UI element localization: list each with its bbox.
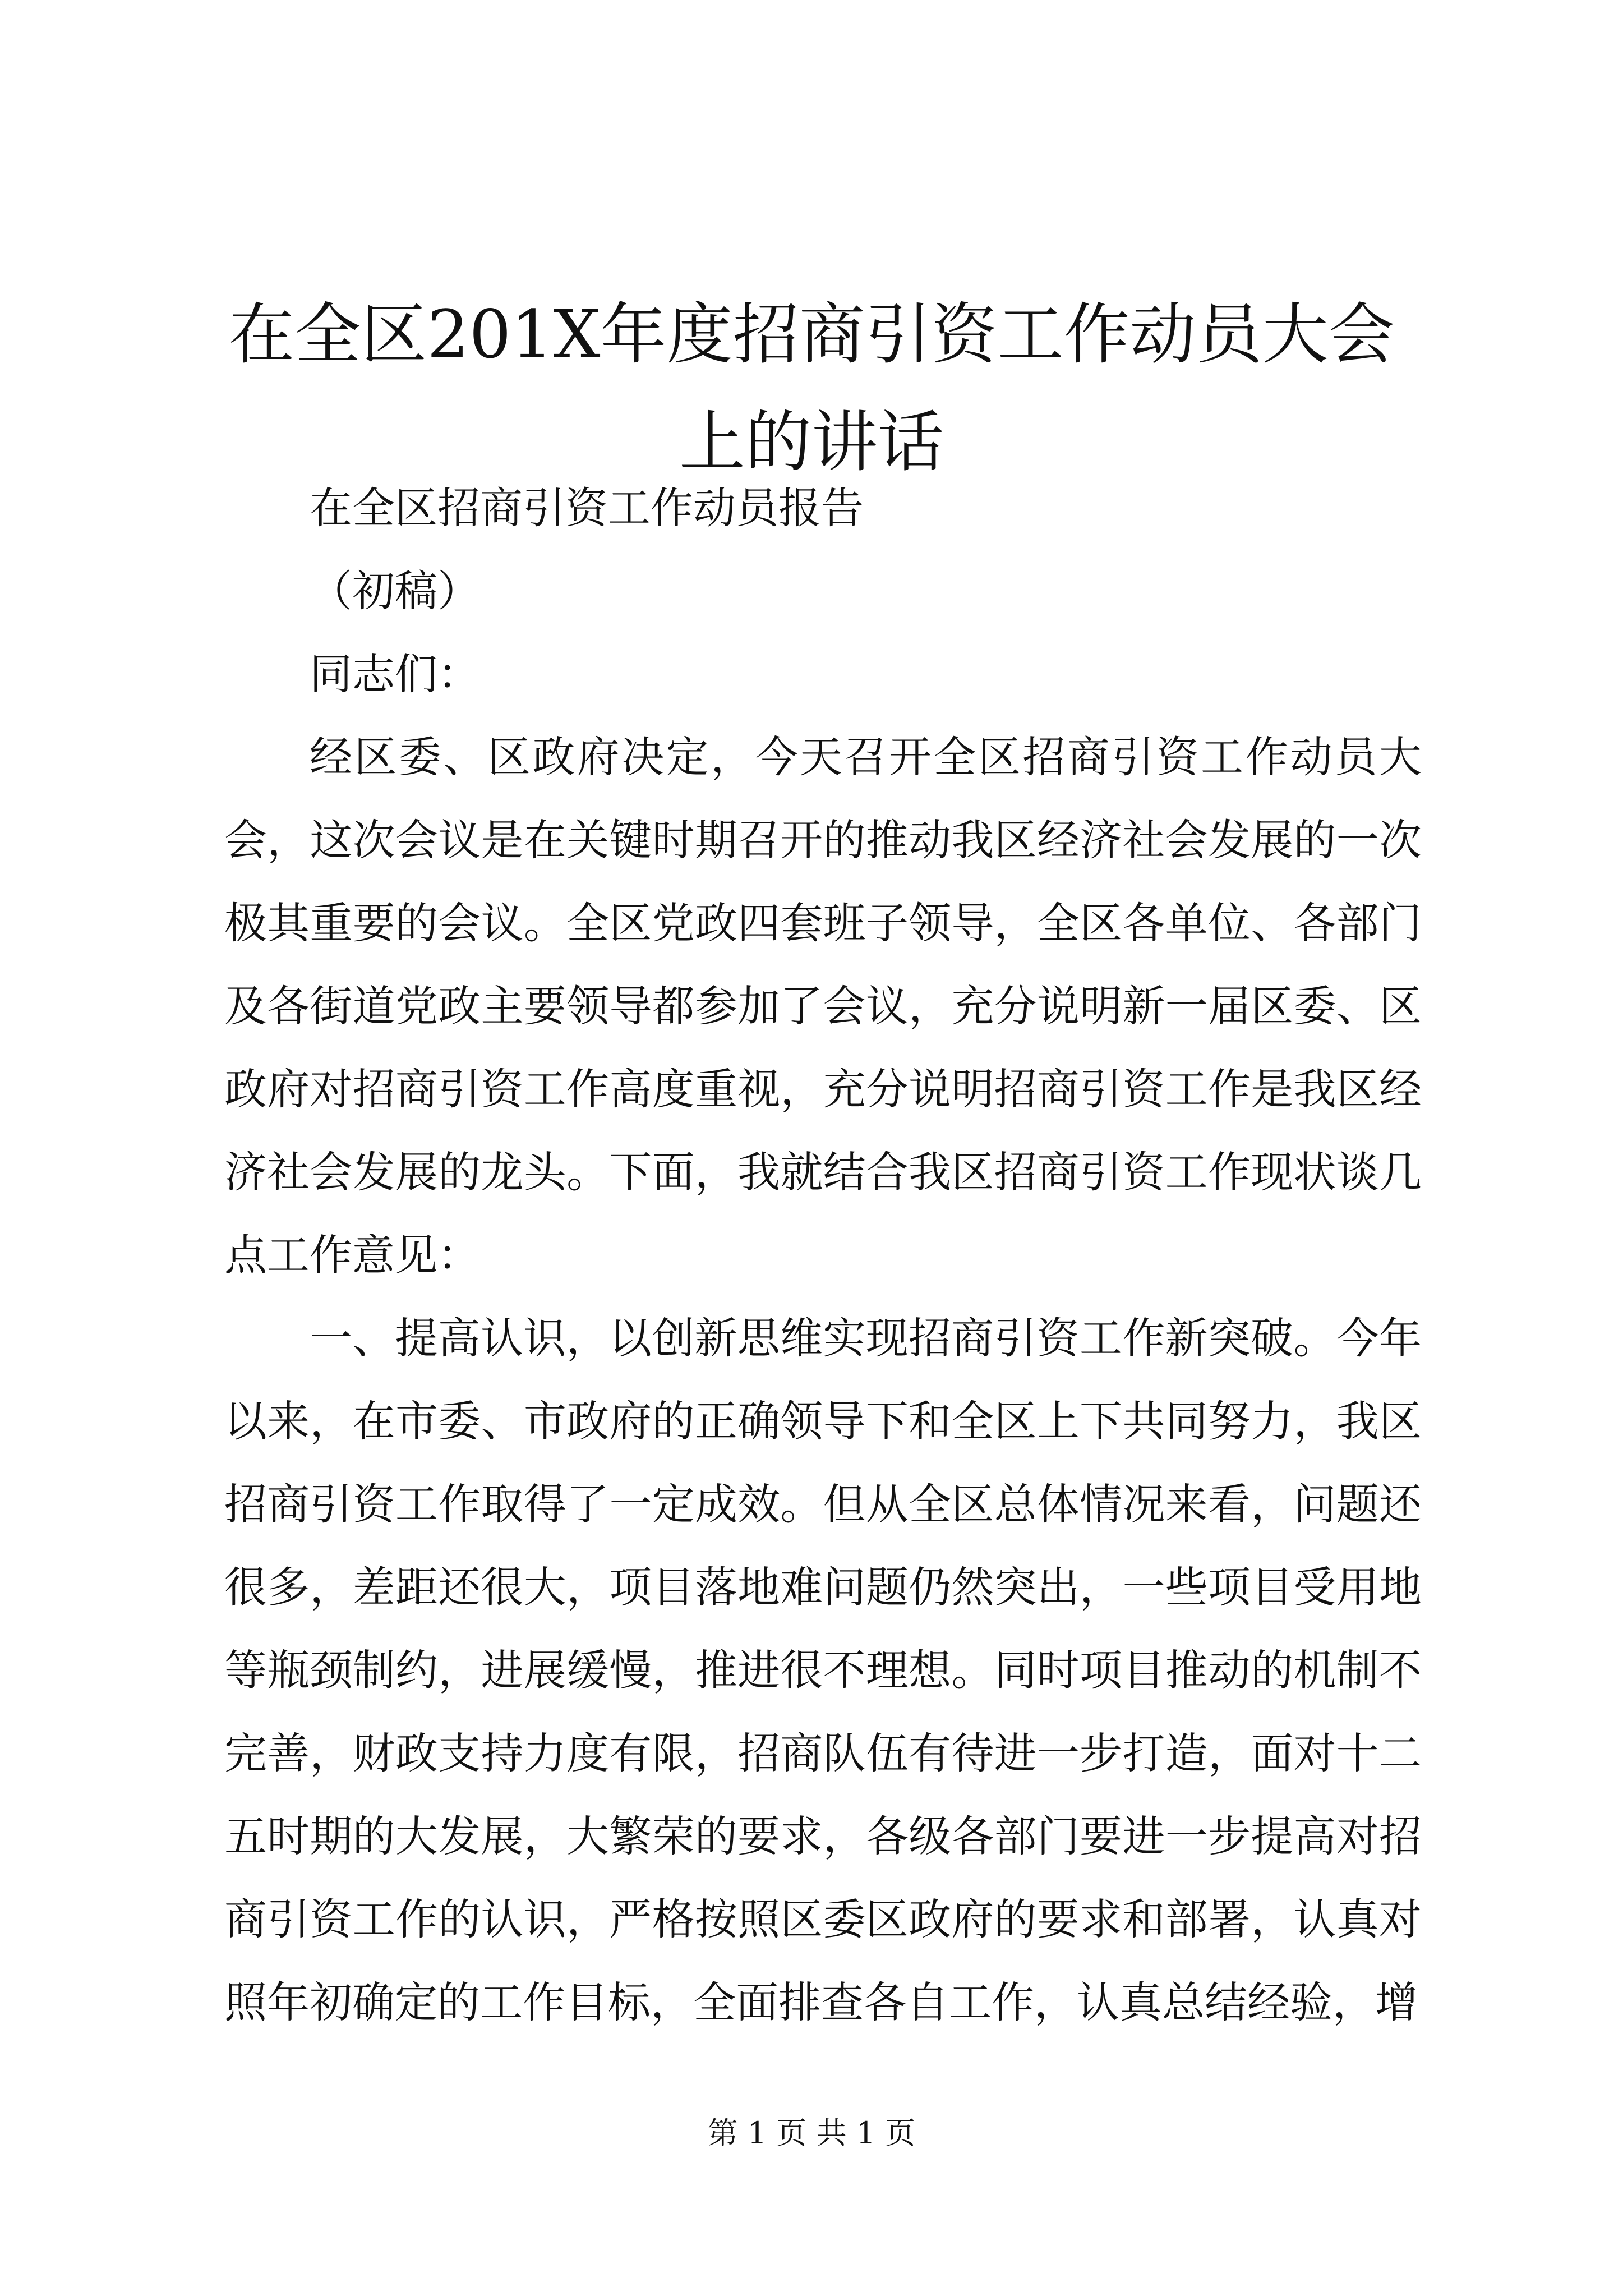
page-footer: 第 1 页 共 1 页 bbox=[707, 2115, 916, 2151]
document-body bbox=[224, 467, 1422, 2044]
report-subtitle: 在全区招商引资工作动员报告 bbox=[310, 483, 864, 533]
document-title: 在全区201X年度招商引资工作动员大会上的讲话 bbox=[228, 296, 1395, 481]
body-paragraph: 一、提高认识，以创新思维实现招商引资工作新突破。今年以来，在市委、市政府的正确领导下和全区上下共同努力，我区招商引资工作取得了一定成效。但从全区总体情况来看，问题还很多，差距还很大，项目落地难问题仍然突出，一些项目受用地等瓶颈制约，进展缓慢，推进很不理想。同时项目推动的机制不完善，财政支持力度有限，招商队伍有待进一步打造，面对十二五时期的大发展，大繁荣的要求，各级各部门要进一步提高对招商引资工作的认识，严格按照区委区政府的要求和部署，认真对照年初确定的工作目标，全面排查各自工作，认真总结经验，增 bbox=[224, 1313, 1422, 2027]
body-paragraph: 经区委、区政府决定，今天召开全区招商引资工作动员大会，这次会议是在关键时期召开的推动我区经济社会发展的一次极其重要的会议。全区党政四套班子领导，全区各单位、各部门及各街道党政主要领导都参加了会议，充分说明新一届区委、区政府对招商引资工作高度重视，充分说明招商引资工作是我区经济社会发展的龙头。下面，我就结合我区招商引资工作现状谈几点工作意见： bbox=[224, 732, 1422, 1280]
salutation: 同志们： bbox=[310, 649, 480, 699]
draft-note: （初稿） bbox=[310, 566, 480, 616]
